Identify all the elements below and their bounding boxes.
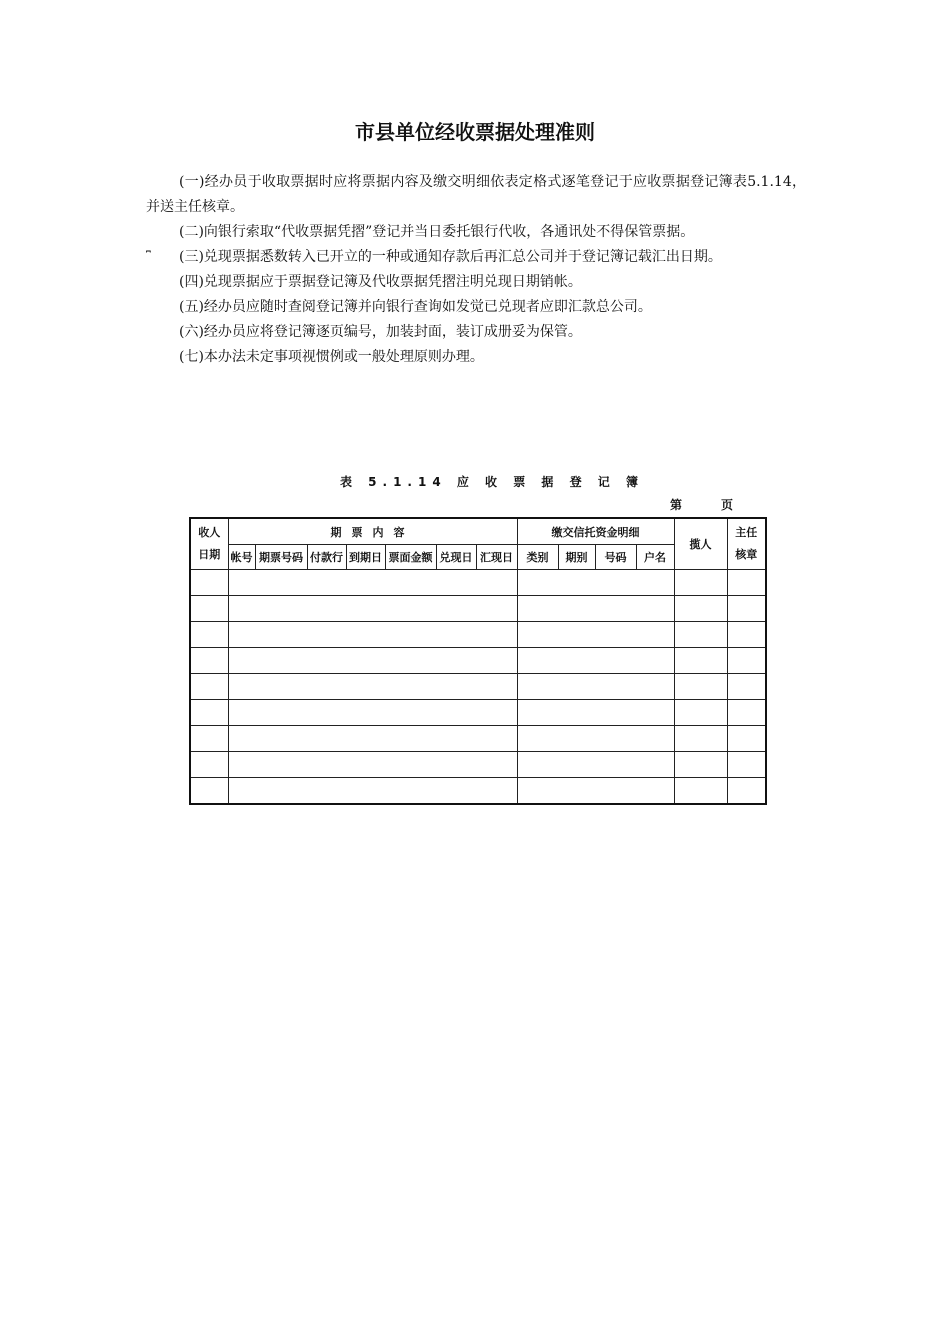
cell-receive-date [190, 700, 228, 726]
header-handler: 揽人 [674, 518, 727, 570]
page-suffix: 页 [721, 498, 737, 512]
cell-note-content [228, 596, 517, 622]
table-row [190, 752, 766, 778]
cell-supervisor-seal [727, 622, 766, 648]
cell-receive-date [190, 674, 228, 700]
cell-note-content [228, 752, 517, 778]
page-number-label [670, 496, 736, 513]
header-payment-details: 缴交信托资金明细 [517, 518, 674, 545]
cell-payment-details [517, 674, 674, 700]
receivable-notes-register-table [189, 517, 767, 805]
paragraph-6: (六)经办员应将登记簿逐页编号，加装封面，装订成册妥为保管。 [179, 324, 582, 340]
header-face-amount: 票面金额 [385, 545, 436, 570]
header-account-name: 户名 [636, 545, 674, 570]
header-paying-bank: 付款行 [307, 545, 346, 570]
header-receive-date: 收人 日期 [190, 518, 228, 570]
cell-handler [674, 752, 727, 778]
paragraph-5: (五)经办员应随时查阅登记簿并向银行查询如发觉已兑现者应即汇款总公司。 [179, 299, 652, 315]
header-due-date: 到期日 [346, 545, 385, 570]
cell-receive-date [190, 570, 228, 596]
cell-note-content [228, 622, 517, 648]
cell-supervisor-seal [727, 778, 766, 805]
cell-receive-date [190, 752, 228, 778]
header-note-content: 期票内容 [228, 518, 517, 545]
cell-supervisor-seal [727, 674, 766, 700]
paragraph-2: (二)向银行索取“代收票据凭摺”登记并当日委托银行代收，各通讯处不得保管票据。 [179, 224, 695, 240]
cell-payment-details [517, 622, 674, 648]
paragraph-3: (三)兑现票据悉数转入已开立的一种或通知存款后再汇总公司并于登记簿记载汇出日期。 [179, 249, 722, 265]
header-category: 类别 [517, 545, 558, 570]
header-number: 号码 [595, 545, 636, 570]
cell-receive-date [190, 778, 228, 805]
cell-note-content [228, 726, 517, 752]
cell-handler [674, 622, 727, 648]
cell-payment-details [517, 778, 674, 805]
cell-handler [674, 674, 727, 700]
paragraph-1: (一)经办员于收取票据时应将票据内容及缴交明细依表定格式逐笔登记于应收票据登记簿表5.1.14，并送主任核章。 [146, 174, 806, 215]
table-body [190, 570, 766, 805]
cell-supervisor-seal [727, 648, 766, 674]
table-row [190, 570, 766, 596]
cell-payment-details [517, 726, 674, 752]
cell-receive-date [190, 648, 228, 674]
header-remit-date: 汇现日 [476, 545, 517, 570]
cell-receive-date [190, 622, 228, 648]
margin-bracket-mark: ⎴ [146, 250, 151, 264]
cell-supervisor-seal [727, 726, 766, 752]
table-row [190, 622, 766, 648]
cell-handler [674, 778, 727, 805]
cell-payment-details [517, 570, 674, 596]
cell-note-content [228, 674, 517, 700]
cell-supervisor-seal [727, 700, 766, 726]
table-caption: 表 5.1.14 应 收 票 据 登 记 簿 [340, 475, 644, 489]
table-row [190, 778, 766, 805]
cell-receive-date [190, 726, 228, 752]
cell-note-content [228, 778, 517, 805]
cell-payment-details [517, 752, 674, 778]
cell-handler [674, 700, 727, 726]
table-row [190, 596, 766, 622]
cell-payment-details [517, 700, 674, 726]
cell-payment-details [517, 648, 674, 674]
cell-handler [674, 596, 727, 622]
cell-receive-date [190, 596, 228, 622]
cell-supervisor-seal [727, 752, 766, 778]
cell-supervisor-seal [727, 596, 766, 622]
header-supervisor-seal: 主任 核章 [727, 518, 766, 570]
regulation-paragraphs [146, 170, 806, 370]
table-row [190, 726, 766, 752]
cell-note-content [228, 570, 517, 596]
table-row [190, 648, 766, 674]
header-period: 期别 [558, 545, 595, 570]
page-prefix: 第 [670, 498, 686, 512]
document-title: 市县单位经收票据处理准则 [355, 120, 595, 144]
cell-supervisor-seal [727, 570, 766, 596]
paragraph-4: (四)兑现票据应于票据登记簿及代收票据凭摺注明兑现日期销帐。 [179, 274, 582, 290]
header-account-no: 帐号 [228, 545, 255, 570]
table-row [190, 674, 766, 700]
cell-handler [674, 648, 727, 674]
cell-payment-details [517, 596, 674, 622]
header-cash-date: 兑现日 [436, 545, 476, 570]
header-note-number: 期票号码 [255, 545, 307, 570]
cell-note-content [228, 700, 517, 726]
paragraph-7: (七)本办法未定事项视惯例或一般处理原则办理。 [179, 349, 484, 365]
cell-handler [674, 726, 727, 752]
cell-note-content [228, 648, 517, 674]
table-row [190, 700, 766, 726]
cell-handler [674, 570, 727, 596]
